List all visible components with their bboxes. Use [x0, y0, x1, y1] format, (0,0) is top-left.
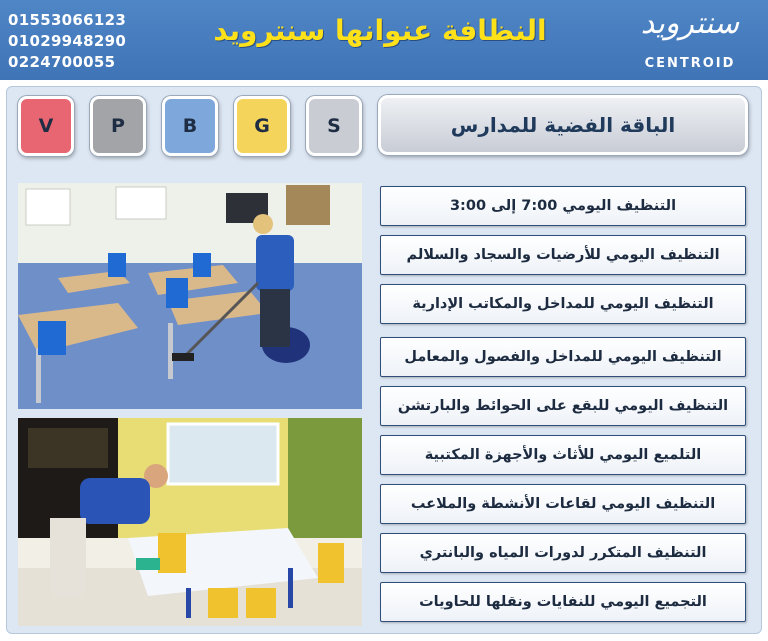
- table-cleaning-photo: [18, 418, 362, 626]
- logo-arabic-text: سنترويد: [640, 6, 740, 41]
- service-item: التنظيف المتكرر لدورات المياه والبانتري: [380, 533, 746, 573]
- tier-s-button[interactable]: [306, 96, 362, 156]
- tier-b-button[interactable]: [162, 96, 218, 156]
- service-item: التنظيف اليومي للمداخل والفصول والمعامل: [380, 337, 746, 377]
- tier-letter: V: [38, 115, 54, 137]
- phone-number[interactable]: 01553066123: [8, 11, 127, 29]
- package-title[interactable]: الباقة الفضية للمدارس: [378, 95, 748, 155]
- tier-p-button[interactable]: [90, 96, 146, 156]
- service-item: التنظيف اليومي 7:00 إلى 3:00: [380, 186, 746, 226]
- tier-letter: S: [327, 115, 341, 137]
- tier-letter: B: [182, 115, 198, 137]
- phone-number[interactable]: 0224700055: [8, 53, 116, 71]
- centroid-logo: [630, 6, 750, 74]
- classroom-vacuum-photo: [18, 183, 362, 409]
- service-item: التنظيف اليومي للمداخل والمكاتب الإدارية: [380, 284, 746, 324]
- service-item: التجميع اليومي للنفايات ونقلها للحاويات: [380, 582, 746, 622]
- headline: النظافة عنوانها سنترويد: [213, 14, 547, 47]
- phone-number[interactable]: 01029948290: [8, 32, 127, 50]
- header-bar: [0, 0, 768, 80]
- tier-g-button[interactable]: [234, 96, 290, 156]
- logo-english-text: CENTROID: [644, 56, 736, 71]
- phone-list: [8, 10, 126, 73]
- tier-v-button[interactable]: [18, 96, 74, 156]
- service-item: التلميع اليومي للأثاث والأجهزة المكتبية: [380, 435, 746, 475]
- tier-letter: P: [111, 115, 125, 137]
- service-item: التنظيف اليومي للبقع على الحوائط والبارتشن: [380, 386, 746, 426]
- service-item: التنظيف اليومي للأرضيات والسجاد والسلالم: [380, 235, 746, 275]
- service-item: التنظيف اليومي لقاعات الأنشطة والملاعب: [380, 484, 746, 524]
- tier-letter: G: [254, 115, 270, 137]
